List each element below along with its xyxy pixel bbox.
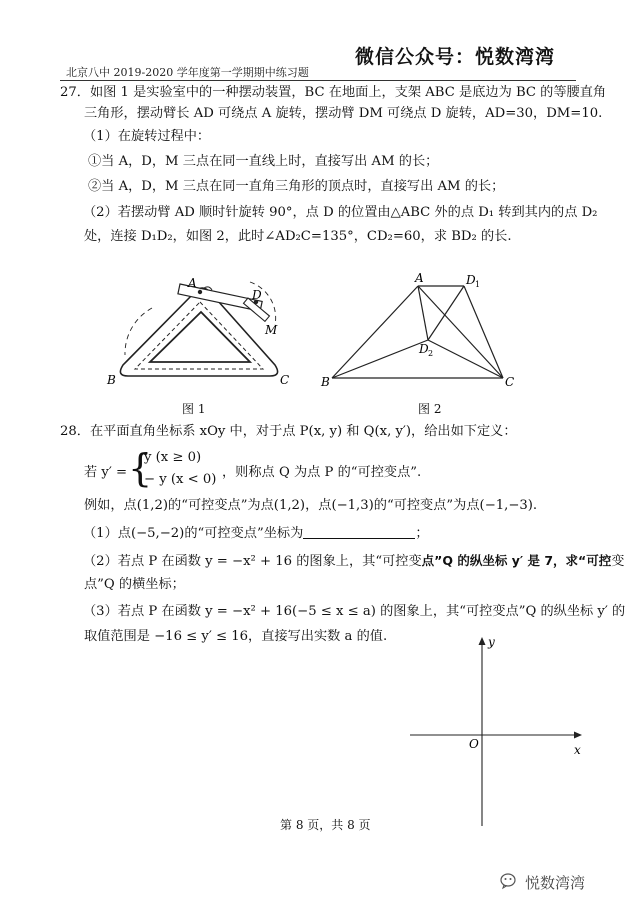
q28-part-2b: 点”Q 的横坐标；	[84, 577, 185, 592]
fig2-seg-ad2	[418, 286, 428, 340]
y-axis-label: y	[488, 635, 495, 649]
q28-line-1: 28．在平面直角坐标系 xOy 中，对于点 P(x, y) 和 Q(x, y′)，给出如下定义：	[60, 424, 517, 439]
q28-def-case-2: − y (x < 0)	[144, 472, 217, 487]
figure-1-swing-device	[100, 270, 300, 395]
q28-part-3b: 取值范围是 −16 ≤ y′ ≤ 16，直接写出实数 a 的值.	[84, 629, 388, 644]
page-number: 第 8 页，共 8 页	[280, 818, 371, 832]
fig2-label-d1-sub: 1	[475, 280, 481, 289]
x-axis-label: x	[574, 743, 581, 757]
fig2-label-c: C	[505, 375, 515, 389]
fig1-label-d: D	[252, 288, 262, 302]
fig1-pivot-a	[198, 290, 202, 294]
header-brand: 微信公众号：悦数湾湾	[355, 46, 556, 68]
x-axis-arrow	[574, 732, 582, 739]
fig1-label-c: C	[280, 373, 290, 387]
fig1-arc-left	[125, 308, 152, 355]
q28-def-suffix: ，则称点 Q 为点 P 的“可控变点”.	[222, 465, 422, 480]
q27-part-1b: ②当 A，D，M 三点在同一直角三角形的顶点时，直接写出 AM 的长；	[88, 179, 505, 194]
figure-2-caption: 图 2	[418, 402, 442, 416]
y-axis-arrow	[479, 637, 486, 645]
fig2-label-d2: D	[419, 342, 429, 356]
header-divider	[60, 80, 576, 81]
q28-part-1-text: （1）点(−5,−2)的“可控变点”坐标为	[83, 526, 304, 541]
q27-part-2b: 处，连接 D₁D₂，如图 2，此时∠AD₂C=135°，CD₂=60，求 BD₂ 的长.	[84, 229, 512, 244]
q28-part-2a-text: （2）若点 P 在函数 y = −x² + 16 的图象上，其“可控变	[83, 554, 422, 569]
q27-line-2: 三角形，摆动臂长 AD 可绕点 A 旋转，摆动臂 DM 可绕点 D 旋转，AD=30，DM=10.	[84, 106, 603, 121]
q28-part-2a-suffix: 变	[611, 554, 625, 569]
coordinate-axes	[400, 632, 590, 832]
header-school-title: 北京八中 2019-2020 学年度第一学期期中练习题	[66, 66, 309, 79]
q28-part-1-answer-blank[interactable]	[303, 524, 415, 539]
fig2-label-d2-sub: 2	[428, 349, 434, 358]
figure-1-caption: 图 1	[182, 402, 206, 416]
origin-label: O	[469, 737, 479, 751]
q27-part-2a: （2）若摆动臂 AD 顺时针旋转 90°，点 D 的位置由△ABC 外的点 D₁ 转到其内的点 D₂	[83, 205, 598, 220]
q28-part-1	[83, 524, 429, 543]
fig2-side-ac	[418, 286, 503, 378]
watermark: 悦数湾湾	[525, 874, 586, 892]
q28-def-brace: {	[128, 446, 153, 490]
q27-part-1a: ①当 A，D，M 三点在同一直线上时，直接写出 AM 的长；	[88, 154, 439, 169]
q27-part-1: （1）在旋转过程中：	[83, 129, 211, 144]
fig2-label-a: A	[415, 271, 424, 285]
fig1-label-b: B	[107, 373, 116, 387]
fig1-label-m: M	[265, 323, 278, 337]
fig2-seg-bd2	[332, 340, 428, 378]
q28-def-case-1: y (x ≥ 0)	[144, 450, 202, 465]
fig2-side-ab	[332, 286, 418, 378]
q28-example: 例如，点(1,2)的“可控变点”为点(1,2)，点(−1,3)的“可控变点”为点(−1,−3).	[84, 498, 538, 513]
fig2-seg-cd2	[428, 340, 503, 378]
figure-2-triangle	[318, 268, 528, 393]
q28-part-2a	[83, 552, 624, 571]
wechat-icon	[500, 872, 520, 890]
q28-part-2a-bold: 点”Q 的纵坐标 y′ 是 7，求“可控	[421, 553, 612, 568]
fig1-label-a: A	[188, 276, 197, 290]
q28-part-3a: （3）若点 P 在函数 y = −x² + 16(−5 ≤ x ≤ a) 的图象上，其“可控变点”Q 的纵坐标 y′ 的	[83, 604, 626, 619]
q27-line-1: 27．如图 1 是实验室中的一种摆动装置，BC 在地面上，支架 ABC 是底边为 BC 的等腰直角	[60, 85, 607, 100]
fig2-seg-d1d2	[428, 286, 464, 340]
q28-part-1-suffix: ；	[415, 526, 429, 541]
fig2-label-b: B	[321, 375, 330, 389]
q28-def-prefix: 若 y′ =	[84, 465, 128, 480]
fig2-seg-d1c	[464, 286, 503, 378]
fig2-label-d1: D	[466, 273, 476, 287]
